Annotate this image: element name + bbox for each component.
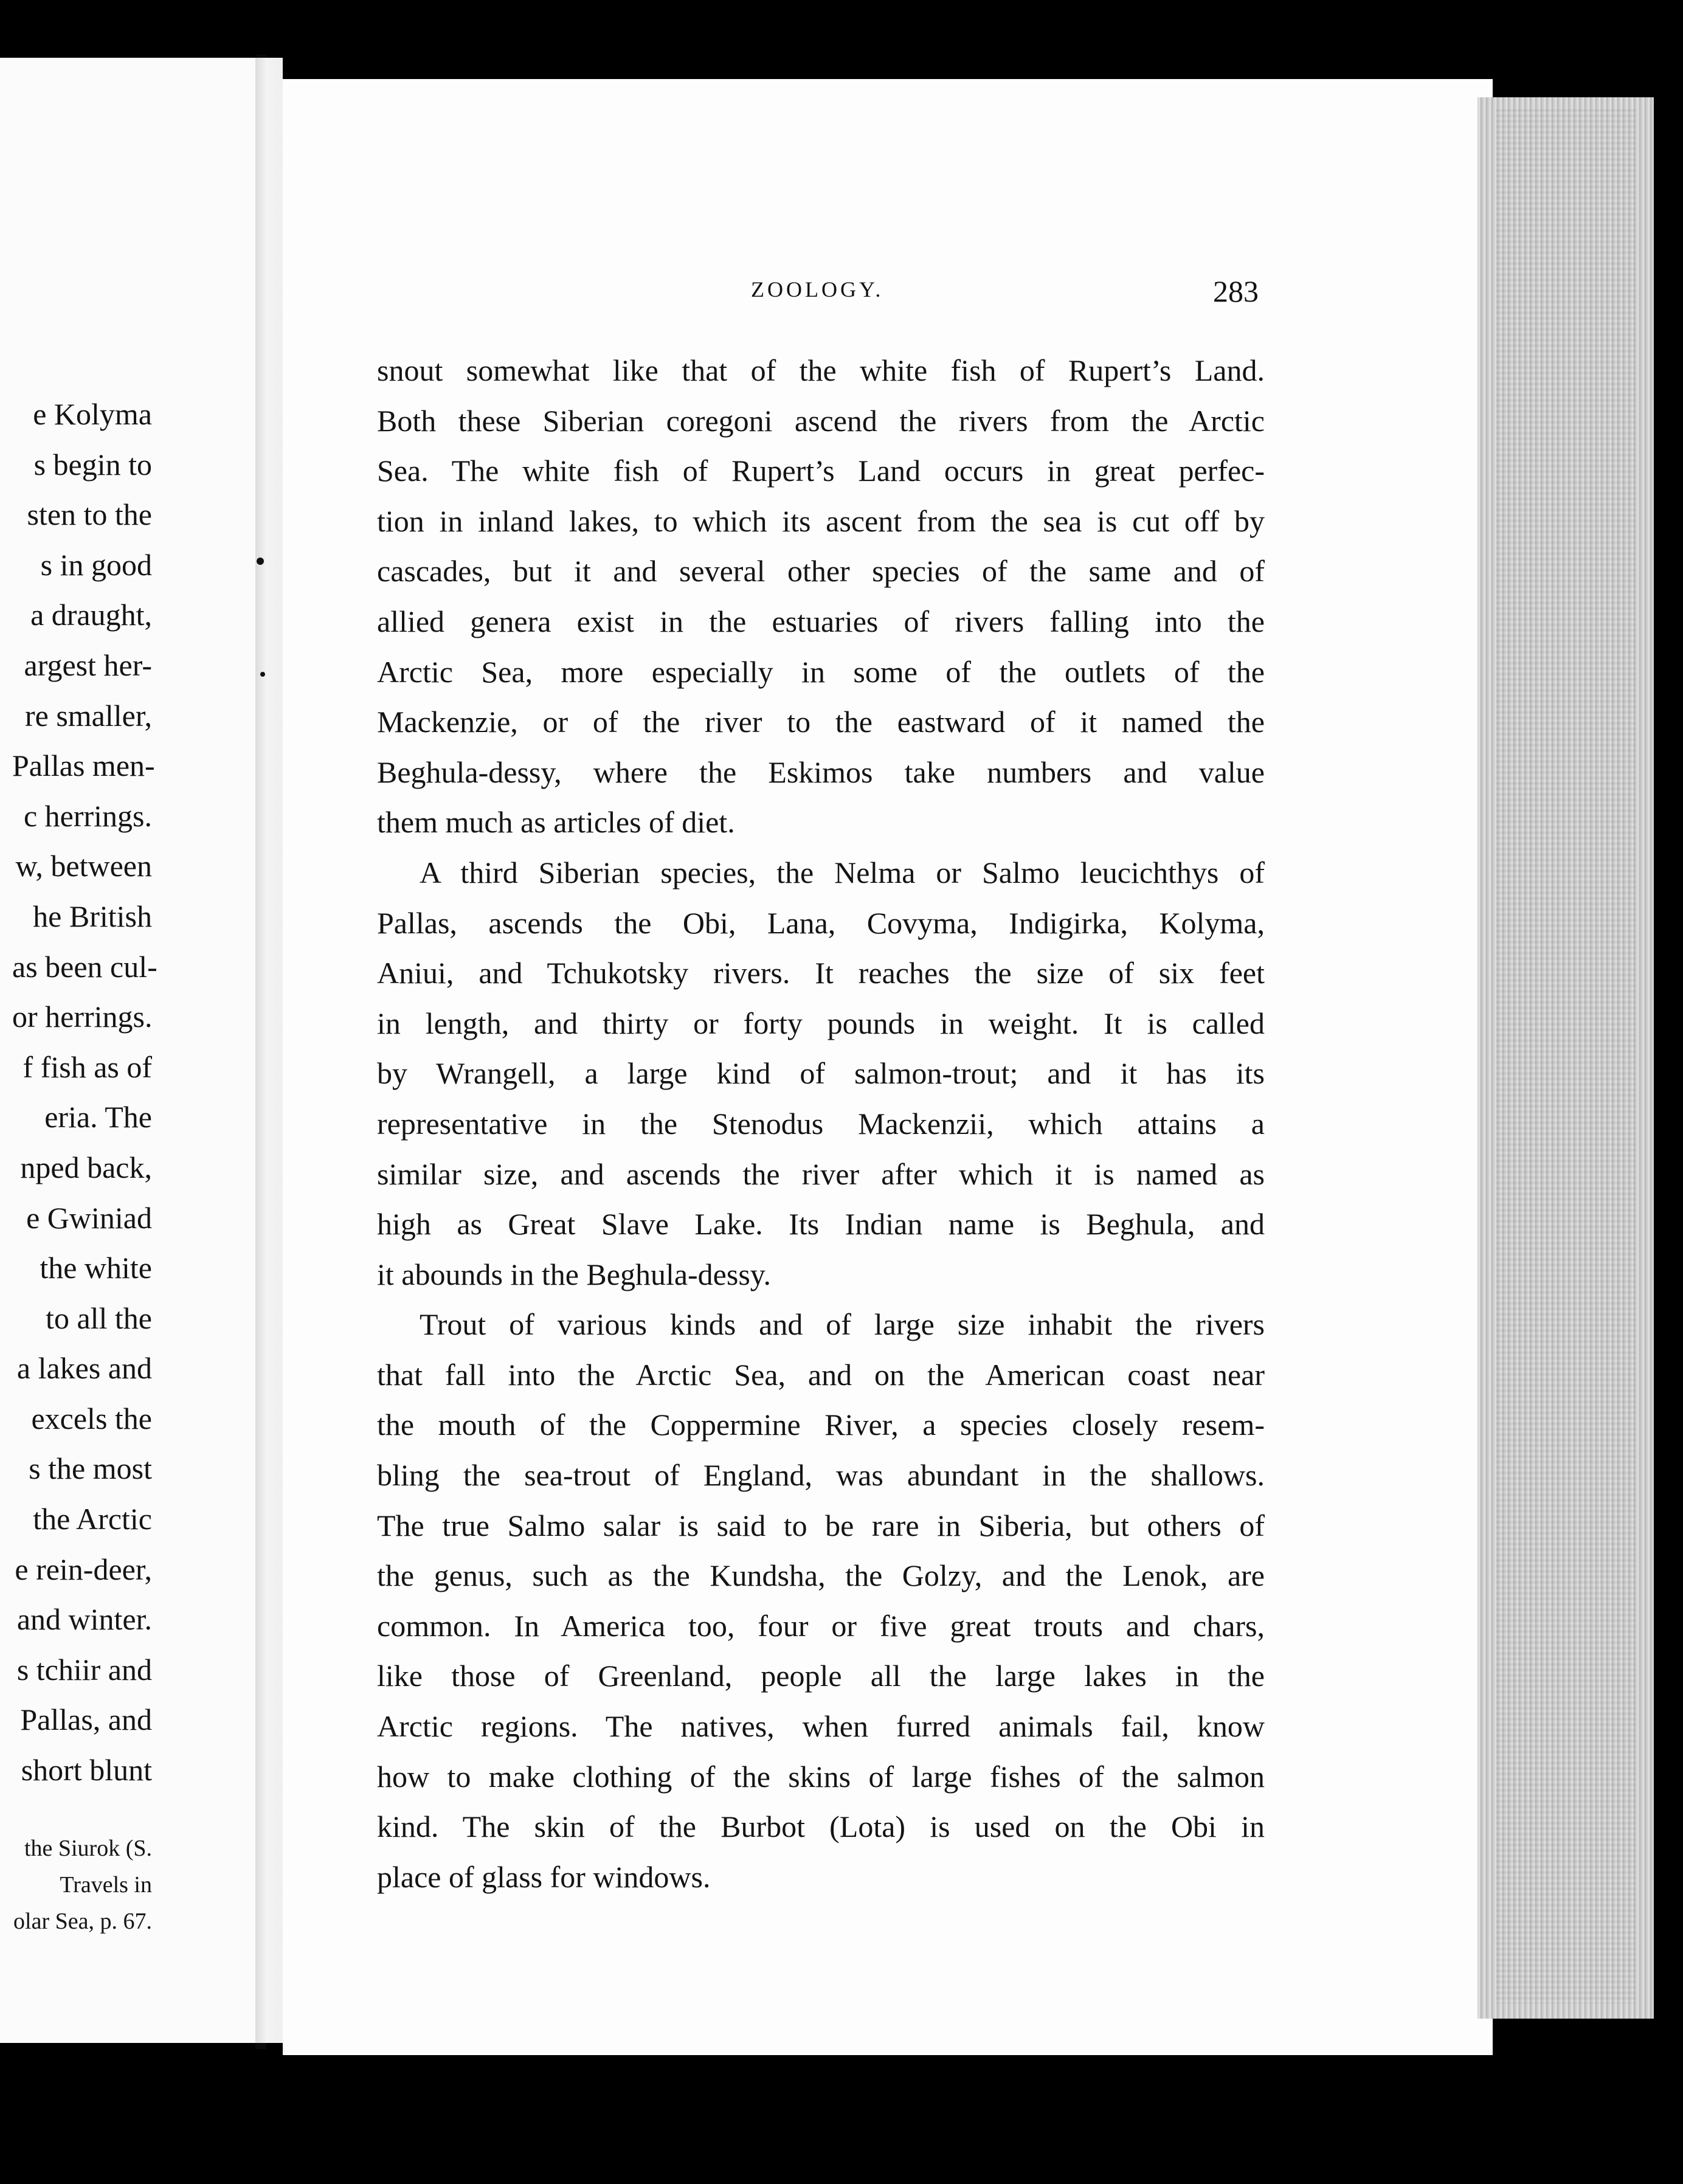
text-line: Arctic Sea, more especially in some of the outlets of the [377,654,1265,689]
text-line: snout somewhat like that of the white fish of Rupert’s Land. [377,353,1265,387]
text-line: by Wrangell, a large kind of salmon-trout; and it has its [377,1056,1265,1091]
footnote-line: Travels in [60,1872,152,1898]
left-page-footnote [13,1830,152,1940]
text-line: cascades, but it and several other species of the same and of [377,554,1265,589]
left-line: e rein-deer, [15,1552,152,1586]
text-line: Mackenzie, or of the river to the eastward of it named the [377,705,1265,739]
text-line: high as Great Slave Lake. Its Indian name is Beghula, and [377,1207,1265,1242]
page-number: 283 [1213,274,1259,308]
text-line: Trout of various kinds and of large size inhabit the rivers [420,1307,1265,1342]
left-line: the white [40,1251,152,1285]
text-line: representative in the Stenodus Mackenzii, which attains a [377,1106,1265,1141]
text-line: common. In America too, four or five great trouts and chars, [377,1608,1265,1643]
left-line: to all the [46,1301,152,1335]
left-line: he British [33,899,152,933]
text-line: kind. The skin of the Burbot (Lota) is used on the Obi in [377,1809,1265,1844]
text-line: tion in inland lakes, to which its ascent from the sea is cut off by [377,503,1265,538]
text-line: A third Siberian species, the Nelma or Salmo leucichthys of [420,855,1265,890]
left-line: w, between [15,849,152,883]
text-line: bling the sea-trout of England, was abundant in the shallows. [377,1458,1265,1493]
footnote-line: the Siurok (S. [24,1836,152,1861]
left-line: re smaller, [24,698,152,733]
text-line: Sea. The white fish of Rupert’s Land occurs in great perfec- [377,454,1265,488]
text-line: The true Salmo salar is said to be rare in Siberia, but others of [377,1508,1265,1543]
left-line: s begin to [33,447,152,482]
left-line: e Gwiniad [26,1200,152,1235]
left-line: Pallas men- [12,748,155,783]
text-line: Beghula-dessy, where the Eskimos take numbers and value [377,755,1265,789]
left-line: s tchiir and [16,1652,152,1687]
text-line: the genus, such as the Kundsha, the Golzy, and the Lenok, are [377,1558,1265,1593]
text-line: Both these Siberian coregoni ascend the rivers from the Arctic [377,403,1265,438]
page-curve [255,58,283,2043]
running-head: ZOOLOGY. [751,277,884,302]
text-line: that fall into the Arctic Sea, and on the American coast near [377,1357,1265,1392]
left-line: and winter. [16,1602,152,1637]
left-line: the Arctic [33,1502,152,1536]
text-line: in length, and thirty or forty pounds in weight. It is called [377,1006,1265,1040]
left-page [0,58,255,2043]
left-line: s in good [40,547,152,582]
text-line: allied genera exist in the estuaries of rivers falling into the [377,604,1265,638]
text-line: Arctic regions. The natives, when furred animals fail, know [377,1709,1265,1744]
text-line: place of glass for windows. [377,1859,711,1894]
text-line: like those of Greenland, people all the large lakes in the [377,1659,1265,1693]
left-line: e Kolyma [33,397,152,431]
body-text [377,345,1265,1902]
binding-hole [257,558,264,565]
left-line: f fish as of [22,1049,152,1084]
text-line: how to make clothing of the skins of large fishes of the salmon [377,1759,1265,1794]
text-line: Aniui, and Tchukotsky rivers. It reaches the size of six feet [377,956,1265,990]
left-line: sten to the [27,497,152,532]
left-line: c herrings. [23,798,152,833]
left-line: short blunt [21,1753,152,1788]
left-page-text [12,389,255,1795]
left-line: a lakes and [16,1351,152,1386]
left-line: or herrings. [12,1000,153,1034]
left-line: eria. The [44,1100,152,1135]
footnote-line: olar Sea, p. 67. [13,1909,152,1934]
left-line: argest her- [24,648,152,682]
text-line: similar size, and ascends the river after which it is named as [377,1156,1265,1191]
page-edge-texture [1496,106,1636,2003]
left-line: a draught, [30,598,152,632]
left-line: Pallas, and [20,1702,152,1737]
binding-hole [260,672,265,677]
left-line: as been cul- [12,949,157,984]
left-line: excels the [31,1401,152,1436]
text-line: the mouth of the Coppermine River, a species closely resem- [377,1408,1265,1442]
text-line: them much as articles of diet. [377,805,735,840]
left-line: nped back, [20,1150,152,1184]
left-line: s the most [29,1451,152,1486]
text-line: it abounds in the Beghula-dessy. [377,1257,772,1291]
text-line: Pallas, ascends the Obi, Lana, Covyma, Indigirka, Kolyma, [377,905,1265,940]
